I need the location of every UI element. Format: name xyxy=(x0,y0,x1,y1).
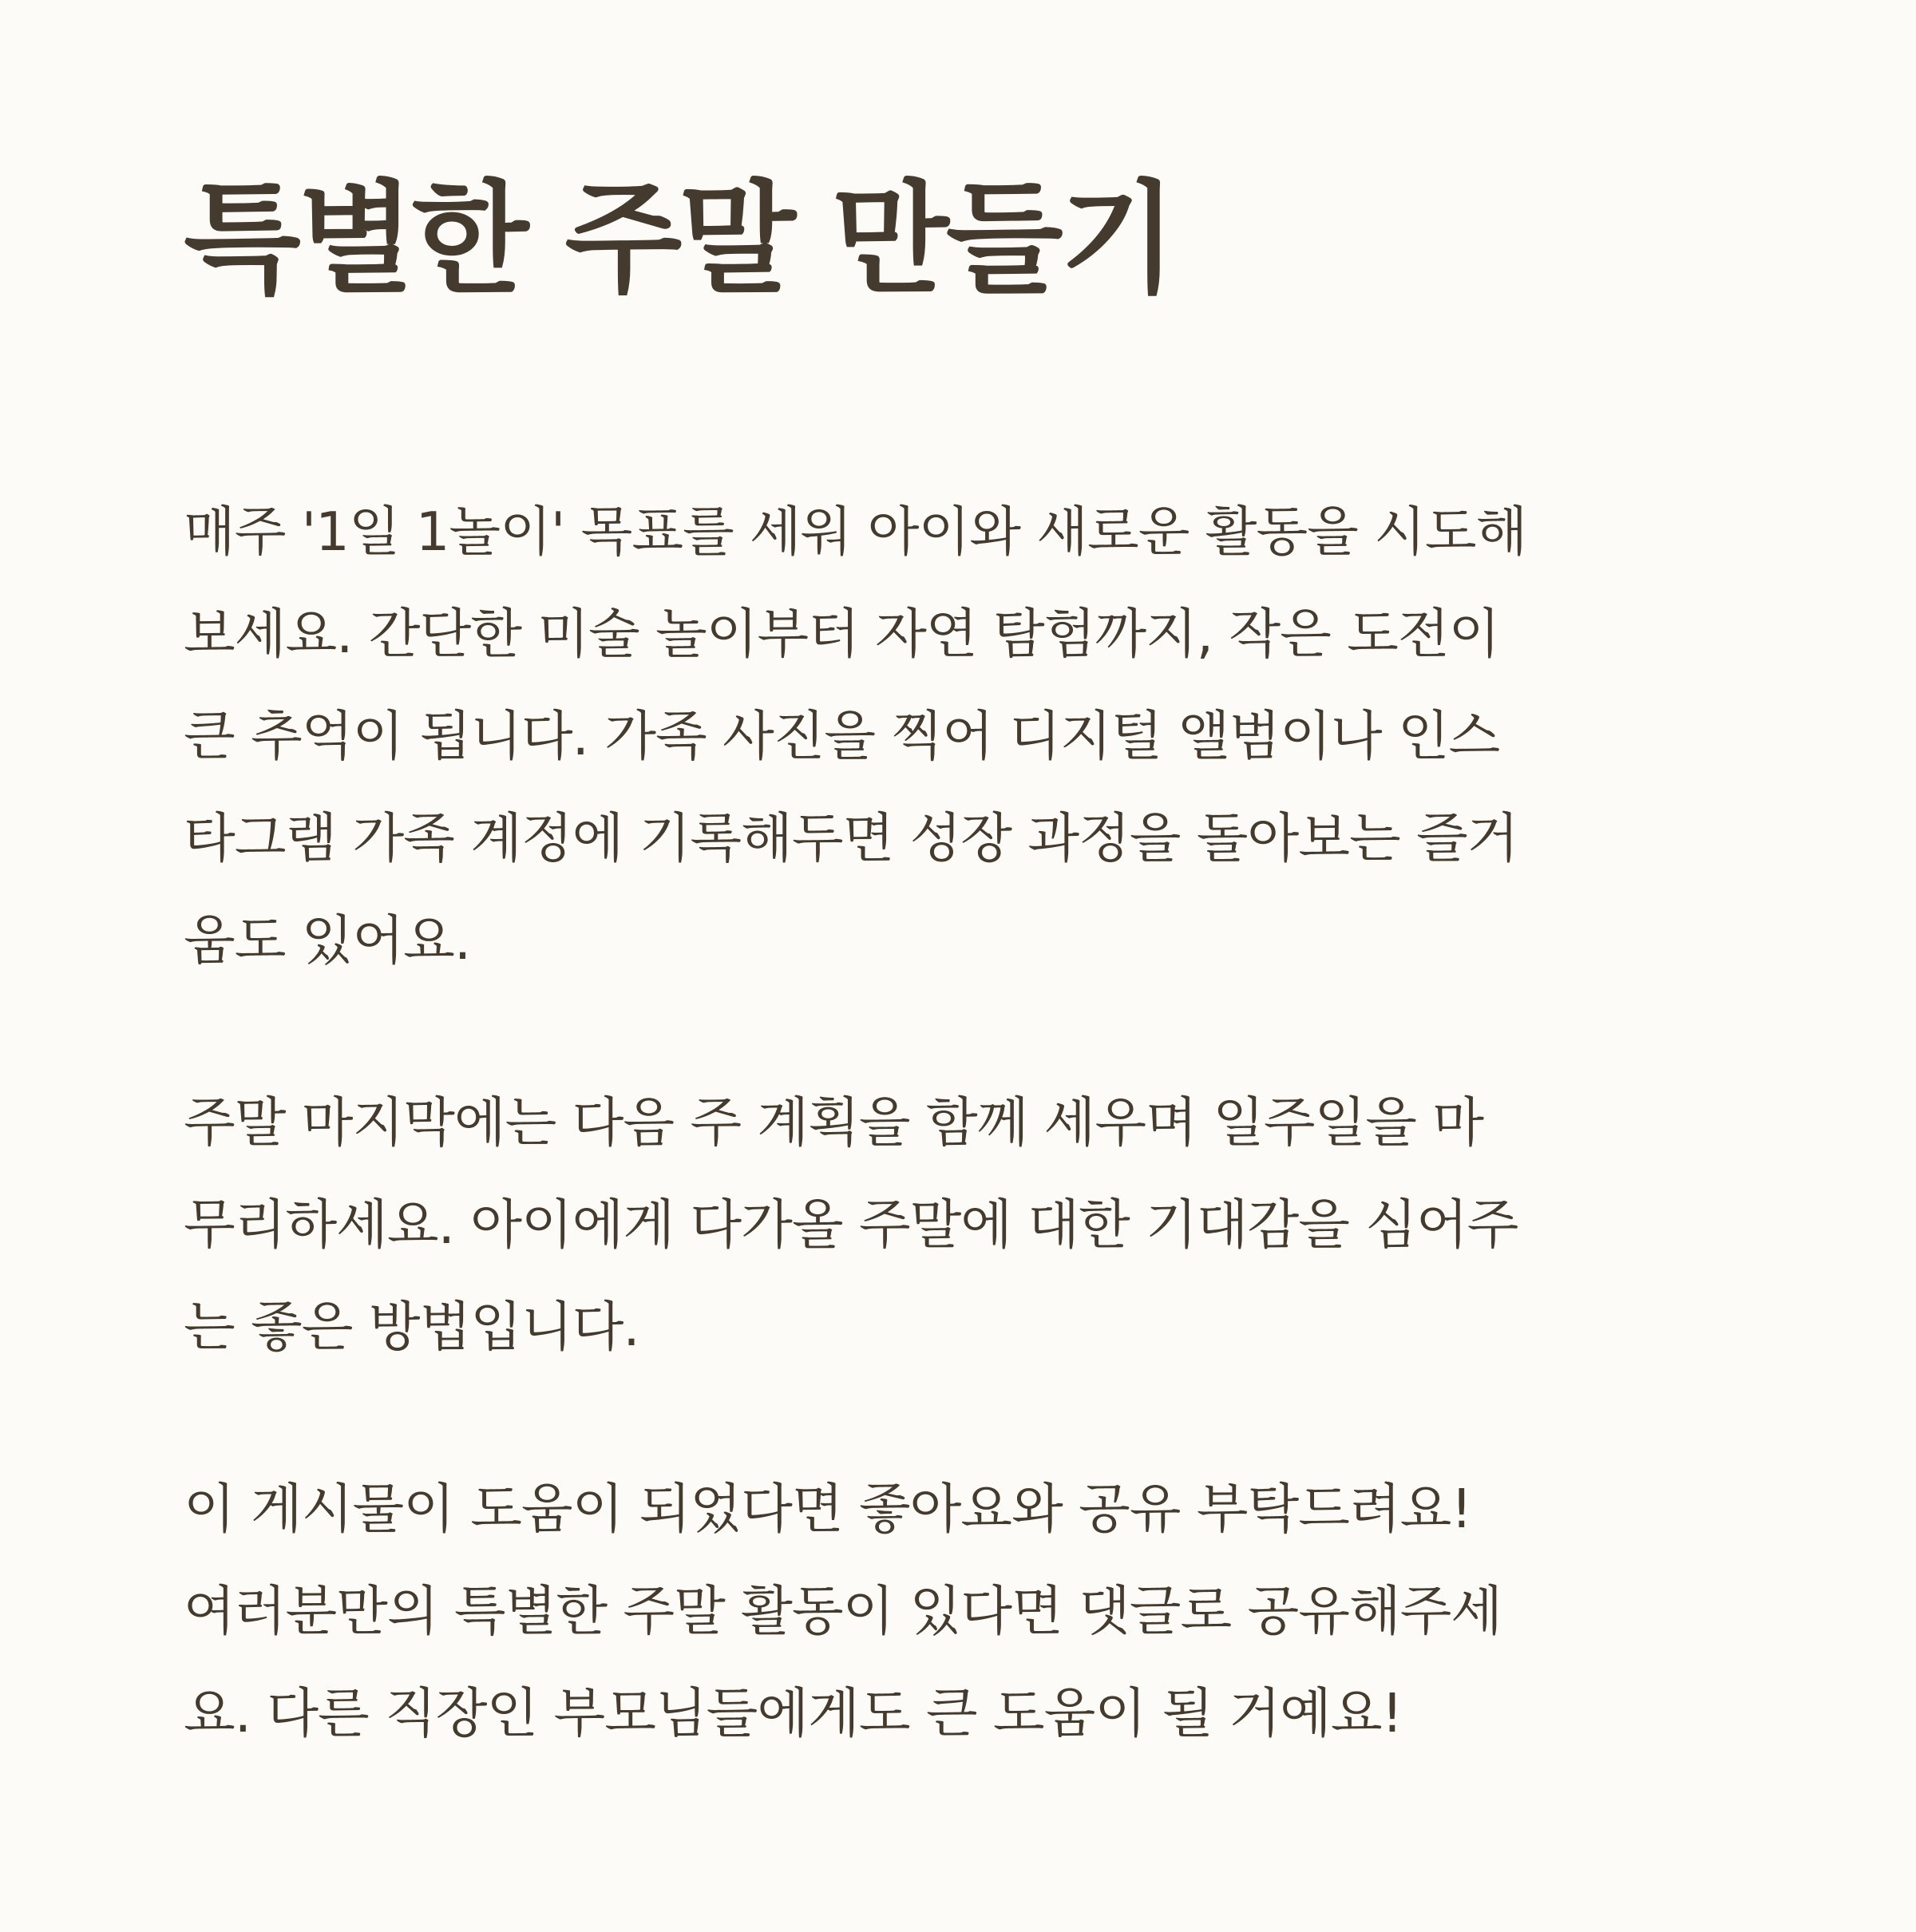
paragraph-line: 는 좋은 방법입니다. xyxy=(184,1296,639,1358)
paragraph-line: 여러분만의 특별한 주말 활동이 있다면 댓글로 공유해주세 xyxy=(184,1580,1502,1642)
paragraph-1 xyxy=(184,481,1732,992)
page-title: 특별한 주말 만들기 xyxy=(184,168,1174,310)
paragraph-line: 무리하세요. 아이에게 다가올 주말에 대한 기대감을 심어주 xyxy=(184,1194,1518,1256)
paragraph-line: 큰 추억이 됩니다. 가족 사진을 찍어 디지털 앨범이나 인스 xyxy=(184,705,1500,767)
paragraph-line: 움도 있어요. xyxy=(184,909,471,972)
paragraph-line: 요. 다른 직장인 부모님들에게도 큰 도움이 될 거예요! xyxy=(184,1682,1403,1744)
paragraph-line: 타그램 가족 계정에 기록해두면 성장 과정을 돌아보는 즐거 xyxy=(184,807,1518,869)
paragraph-line: 주말 마지막에는 다음 주 계획을 함께 세우며 일주일을 마 xyxy=(184,1091,1483,1154)
post-body xyxy=(184,481,1732,1764)
paragraph-line: 보세요. 간단한 미술 놀이부터 자연 탐험까지, 작은 도전이 xyxy=(184,603,1500,665)
paragraph-2 xyxy=(184,1071,1732,1378)
paragraph-3 xyxy=(184,1458,1732,1764)
paragraph-line: 이 게시물이 도움이 되었다면 좋아요와 공유 부탁드려요! xyxy=(184,1478,1472,1540)
paragraph-line: 매주 '1일 1놀이' 목표를 세워 아이와 새로운 활동을 시도해 xyxy=(184,501,1527,563)
